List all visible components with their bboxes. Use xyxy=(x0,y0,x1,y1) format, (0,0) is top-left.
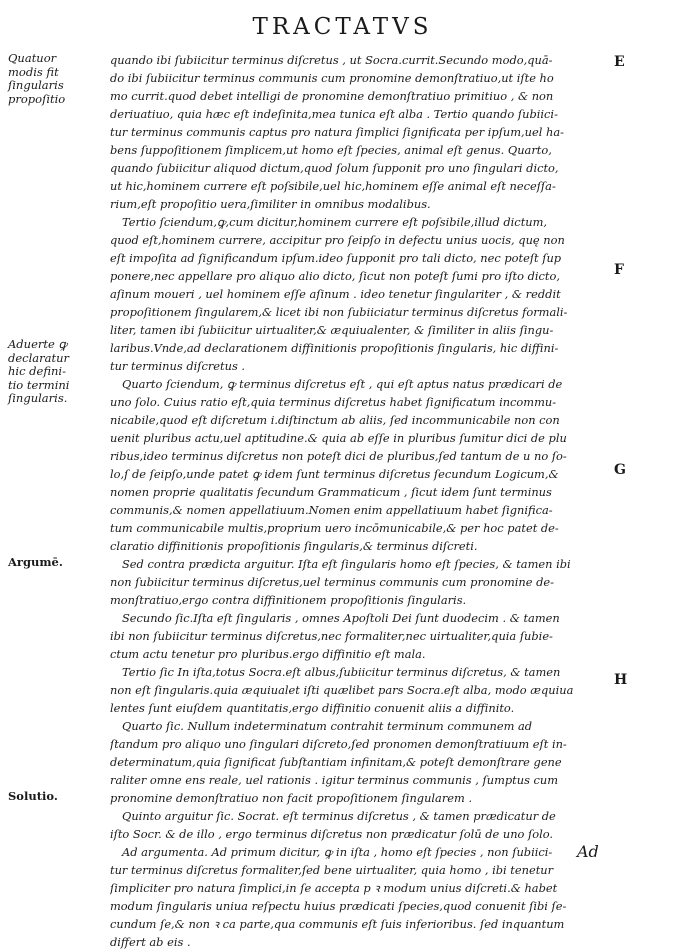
section-letter-f: F xyxy=(614,262,624,278)
text-line: tur terminus communis captus pro natura ſimplici ſignificata per ipſum,uel ha- xyxy=(110,125,564,139)
text-line: raliter omne ens reale, uel rationis . igitur terminus communis , ſumptus cum xyxy=(110,773,559,787)
section-letter-g: G xyxy=(614,462,626,478)
text-line: laribus.Vnde,ad declarationem diffinitionis propoſitionis ſingularis, hic diffini- xyxy=(110,341,559,355)
text-line: tur terminus diſcretus formaliter,ſed bene uirtualiter, quia homo , ibi tenetur xyxy=(110,863,554,877)
text-line: Tertio ſic In iſta,totus Socra.eſt albus,ſubiicitur terminus diſcretus, & tamen xyxy=(122,665,561,679)
text-line: non eſt ſingularis.quia æquiualet iſti quælibet pars Socra.eſt alba, modo æquiua xyxy=(110,683,574,697)
text-line: uno ſolo. Cuius ratio eſt,quia terminus diſcretus habet ſignificatum incommu- xyxy=(110,395,557,409)
text-line: ponere,nec appellare pro aliquo alio dicto, ſicut non poteſt ſumi pro iſto dicto, xyxy=(110,269,560,283)
margin-note-line: declaratur xyxy=(8,350,70,365)
text-line: eſt impoſita ad ſignificandum ipſum.ideo ſupponit pro tali dicto, nec poteſt ſup xyxy=(110,251,562,265)
margin-note-line: Quatuor xyxy=(8,51,57,65)
margin-note-aduerte xyxy=(8,338,108,406)
margin-note-argumentum xyxy=(8,556,108,570)
text-line: pronomine demonſtratiuo non facit propoſitionem ſingularem . xyxy=(110,791,473,805)
text-line: propoſitionem ſingularem,& licet ibi non ſubiiciatur terminus diſcretus formali- xyxy=(110,305,568,319)
text-line: Tertio ſciendum,ꝙ,cum dicitur,hominem currere eſt poſsibile,illud dictum, xyxy=(122,215,548,229)
text-line: ſtandum pro aliquo uno ſingulari diſcreto,ſed pronomen demonſtratiuum eſt in- xyxy=(110,737,567,751)
text-line: Quinto arguitur ſic. Socrat. eſt terminus diſcretus , & tamen prædicatur de xyxy=(122,809,556,823)
text-line: bens ſuppoſitionem ſimplicem,ut homo eſt ſpecies, animal eſt genus. Quarto, xyxy=(110,143,552,157)
margin-note-line: Aduerte ꝙ xyxy=(8,337,68,351)
margin-note-line: ſingularis xyxy=(8,78,64,92)
margin-note-line: tio termini xyxy=(8,377,70,392)
text-line: do ibi ſubiicitur terminus communis cum pronomine demonſtratiuo,ut iſte ho xyxy=(110,71,554,85)
text-line: deriuatiuo, quia hæc eſt indeſinita,mea tunica eſt alba . Tertio quando ſubiici- xyxy=(110,107,558,121)
margin-note-line: ſingularis. xyxy=(8,391,68,405)
margin-note-line: propoſitio xyxy=(8,91,66,106)
text-line: determinatum,quia ſignificat ſubſtantiam infinitam,& poteſt demonſtrare gene xyxy=(110,755,562,769)
margin-note-line: modis fit xyxy=(8,64,59,79)
margin-note-line: Argumē. xyxy=(8,555,63,569)
text-line: iſto Socr. & de illo , ergo terminus diſcretus non prædicatur ſolū de uno ſolo. xyxy=(110,827,553,841)
catchword: Ad xyxy=(577,842,599,861)
margin-note-solutio xyxy=(8,790,108,804)
text-line: lo,ſ de ſeipſo,unde patet ꝙ idem ſunt terminus diſcretus ſecundum Logicum,& xyxy=(110,467,559,481)
text-line: cundum ſe,& non ꝛ ca parte,qua communis eſt ſuis inferioribus. ſed inquantum xyxy=(110,917,565,931)
text-line: modum ſingularis uniua reſpectu huius prædicati ſpecies,quod conuenit ſibi ſe- xyxy=(110,899,567,913)
text-line: nicabile,quod eſt diſcretum i.diſtinctum ab aliis, ſed incommunicabile non con xyxy=(110,413,560,427)
text-line: nomen proprie qualitatis ſecundum Grammaticum , ſicut idem ſunt terminus xyxy=(110,485,552,499)
text-line: Quarto ſciendum, ꝙ terminus diſcretus eſt , qui eſt aptus natus prædicari de xyxy=(122,377,563,391)
text-line: rium,eſt propoſitio uera,ſimiliter in omnibus modalibus. xyxy=(110,197,431,211)
text-line: quod eſt,hominem currere, accipitur pro ſeipſo in defectu unius uocis, quę non xyxy=(110,233,565,247)
running-header: TRACTATVS xyxy=(252,14,433,40)
text-line: Secundo ſic.Iſta eſt ſingularis , omnes Apoſtoli Dei ſunt duodecim . & tamen xyxy=(122,611,560,625)
text-line: tur terminus diſcretus . xyxy=(110,359,246,373)
text-line: lentes ſunt eiuſdem quantitatis,ergo diffinitio conuenit aliis a diffinito. xyxy=(110,701,515,715)
text-line: uenit pluribus actu,uel aptitudine.& quia ab eſſe in pluribus ſumitur dici de plu xyxy=(110,431,567,445)
text-line: ribus,ideo terminus diſcretus non poteſt dici de pluribus,ſed tantum de u no ſo- xyxy=(110,449,567,463)
text-line: Ad argumenta. Ad primum dicitur, ꝙ in iſta , homo eſt ſpecies , non ſubiici- xyxy=(122,845,553,859)
text-line: quando ibi ſubiicitur terminus diſcretus , ut Socra.currit.Secundo modo,quā- xyxy=(110,53,553,67)
text-line: tum communicabile multis,proprium uero incōmunicabile,& per hoc patet de- xyxy=(110,521,559,535)
text-line: claratio diffinitionis propoſitionis ſingularis,& terminus diſcreti. xyxy=(110,539,478,553)
text-line: ibi non ſubiicitur terminus diſcretus,nec formaliter,nec uirtualiter,quia ſubie- xyxy=(110,629,553,643)
text-line: monſtratiuo,ergo contra diffinitionem propoſitionis ſingularis. xyxy=(110,593,467,607)
text-line: non ſubiicitur terminus diſcretus,uel terminus communis cum pronomine de- xyxy=(110,575,554,589)
text-line: ut hic,hominem currere eſt poſsibile,uel hic,hominem eſſe animal eſt neceſſa- xyxy=(110,179,556,193)
section-letter-h: H xyxy=(614,672,628,688)
text-line: ctum actu tenetur pro pluribus.ergo diffinitio eſt mala. xyxy=(110,647,426,661)
text-line: quando ſubiicitur aliquod dictum,quod ſolum ſupponit pro uno ſingulari dicto, xyxy=(110,161,559,175)
text-line: Quarto ſic. Nullum indeterminatum contrahit terminum communem ad xyxy=(122,719,533,733)
margin-note-line: hic defini- xyxy=(8,364,66,378)
text-line: Sed contra prædicta arguitur. Iſta eſt ſingularis homo eſt ſpecies, & tamen ibi xyxy=(122,557,571,571)
text-line: differt ab eis . xyxy=(110,935,191,949)
margin-note-line: Solutio. xyxy=(8,789,58,803)
text-line: ſimpliciter pro natura ſimplici,in ſe accepta p ꝛ modum unius diſcreti.& habet xyxy=(110,881,558,895)
text-line: mo currit.quod debet intelligi de pronomine demonſtratiuo primitiuo , & non xyxy=(110,89,554,103)
margin-note-quatuor-modis xyxy=(8,52,108,106)
section-letter-e: E xyxy=(614,54,625,70)
text-line: liter, tamen ibi ſubiicitur uirtualiter,& æquiualenter, & ſimiliter in aliis ſingu- xyxy=(110,323,554,337)
text-line: aſinum moueri , uel hominem eſſe aſinum . ideo tenetur ſingulariter , & reddit xyxy=(110,287,561,301)
text-line: communis,& nomen appellatiuum.Nomen enim appellatiuum habet ſignifica- xyxy=(110,503,553,517)
